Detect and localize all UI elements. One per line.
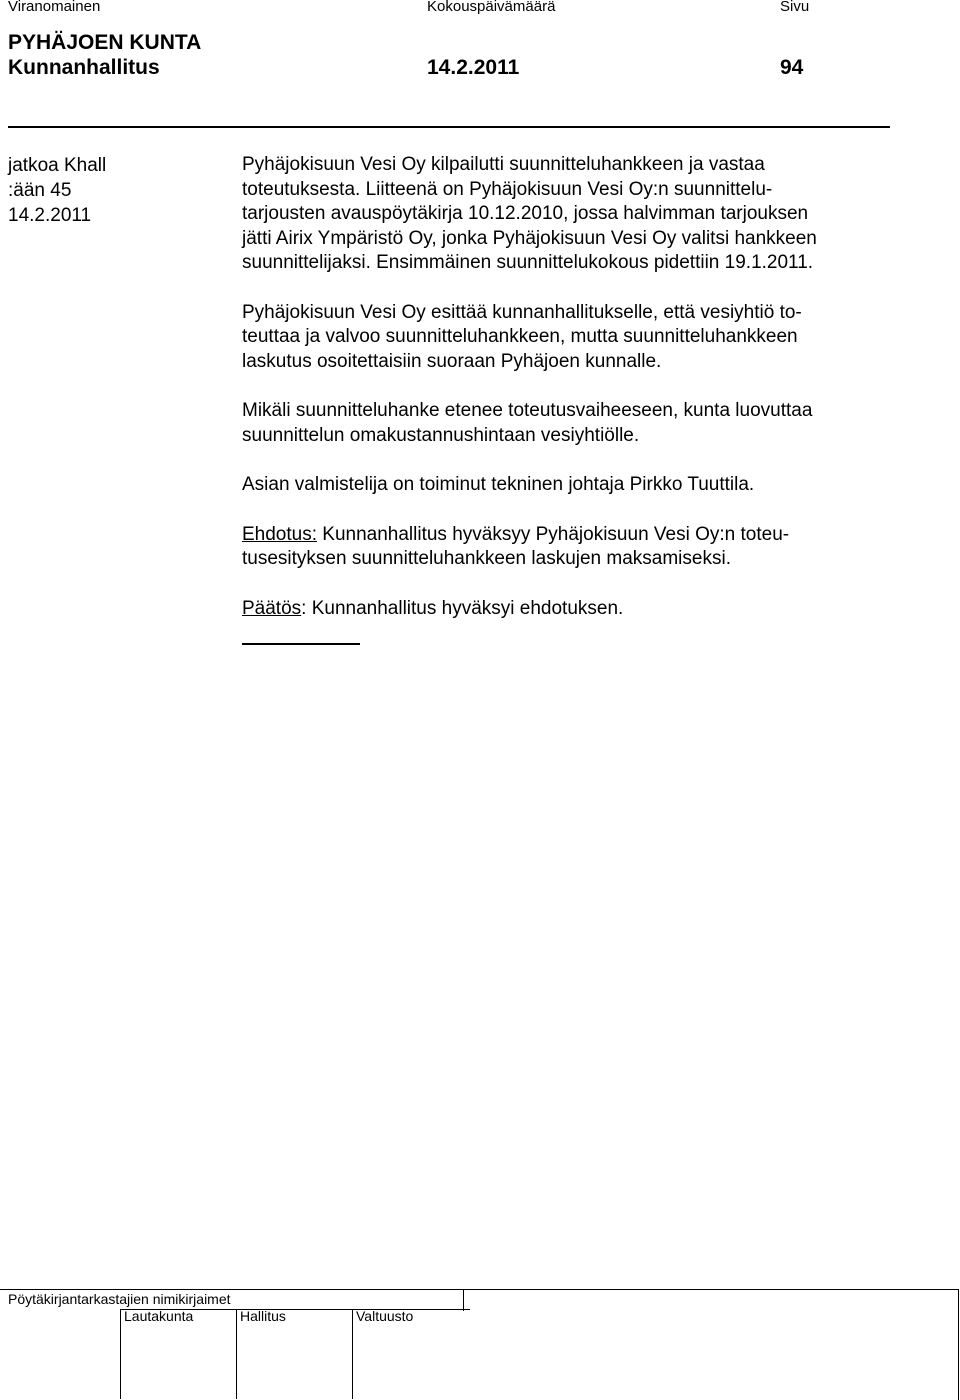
motion-label: Ehdotus: [242, 523, 317, 545]
decision-label: Päätös [242, 597, 302, 619]
paragraph-motion [242, 523, 932, 572]
paragraph-preparer: Asian valmistelija on toiminut tekninen johtaja Pirkko Tuuttila. [242, 474, 755, 495]
text-line: Mikäli suunnitteluhanke etenee toteutusvaiheeseen, kunta luovuttaa [242, 400, 813, 421]
paragraph-proposal-by-company [242, 301, 932, 375]
paragraph-implementation [242, 399, 932, 448]
closing-rule [242, 643, 360, 645]
page-number: 94 [780, 56, 804, 79]
footer-col-council: Valtuusto [356, 1308, 414, 1324]
footer-col-government: Hallitus [240, 1308, 286, 1324]
text-line: tarjousten avauspöytäkirja 10.12.2010, jossa halvimman tarjouksen [242, 203, 809, 224]
sidebar-reference [8, 153, 208, 228]
paragraph-decision [242, 597, 932, 622]
organization-name: PYHÄJOEN KUNTA [8, 31, 202, 54]
sidebar-line: 14.2.2011 [8, 205, 92, 226]
text-line: tusesityksen suunnitteluhankkeen laskujen maksamiseksi. [242, 548, 731, 569]
footer-title: Pöytäkirjantarkastajien nimikirjaimet [8, 1291, 231, 1307]
header-divider [8, 126, 890, 128]
footer-divider [120, 1309, 121, 1399]
paragraph-background [242, 153, 932, 276]
text-line: teuttaa ja valvoo suunnitteluhankkeen, mutta suunnitteluhankkeen [242, 326, 798, 347]
footer-divider [236, 1309, 237, 1399]
footer-col-board: Lautakunta [124, 1308, 194, 1324]
text-line: suunnittelun omakustannushintaan vesiyhtiölle. [242, 424, 640, 446]
text-line: toteutuksesta. Liitteenä on Pyhäjokisuun Vesi Oy:n suunnittelu- [242, 178, 773, 200]
text-line: Pyhäjokisuun Vesi Oy esittää kunnanhallitukselle, että vesiyhtiö to- [242, 301, 802, 323]
footer-initials-box [0, 1289, 960, 1399]
footer-divider [463, 1289, 464, 1311]
sidebar-line: jatkoa Khall [8, 155, 107, 176]
text-line: suunnittelijaksi. Ensimmäinen suunnittelukokous pidettiin 19.1.2011. [242, 252, 814, 273]
sidebar-line: :ään 45 [8, 180, 72, 201]
footer-divider [352, 1309, 353, 1399]
authority-label: Viranomainen [8, 0, 101, 15]
minutes-body [242, 153, 932, 646]
text-line: jätti Airix Ympäristö Oy, jonka Pyhäjokisuun Vesi Oy valitsi hankkeen [242, 227, 817, 249]
decision-text: : Kunnanhallitus hyväksyi ehdotuksen. [301, 597, 624, 619]
text-line: Pyhäjokisuun Vesi Oy kilpailutti suunnitteluhankkeen ja vastaa [242, 154, 765, 175]
body-name: Kunnanhallitus [8, 56, 160, 79]
page-label: Sivu [780, 0, 810, 15]
text-line: laskutus osoitettaisiin suoraan Pyhäjoen kunnalle. [242, 350, 662, 372]
text-line: Kunnanhallitus hyväksyy Pyhäjokisuun Vesi Oy:n toteu- [317, 523, 790, 545]
meeting-date-label: Kokouspäivämäärä [427, 0, 556, 15]
meeting-date: 14.2.2011 [427, 56, 520, 79]
